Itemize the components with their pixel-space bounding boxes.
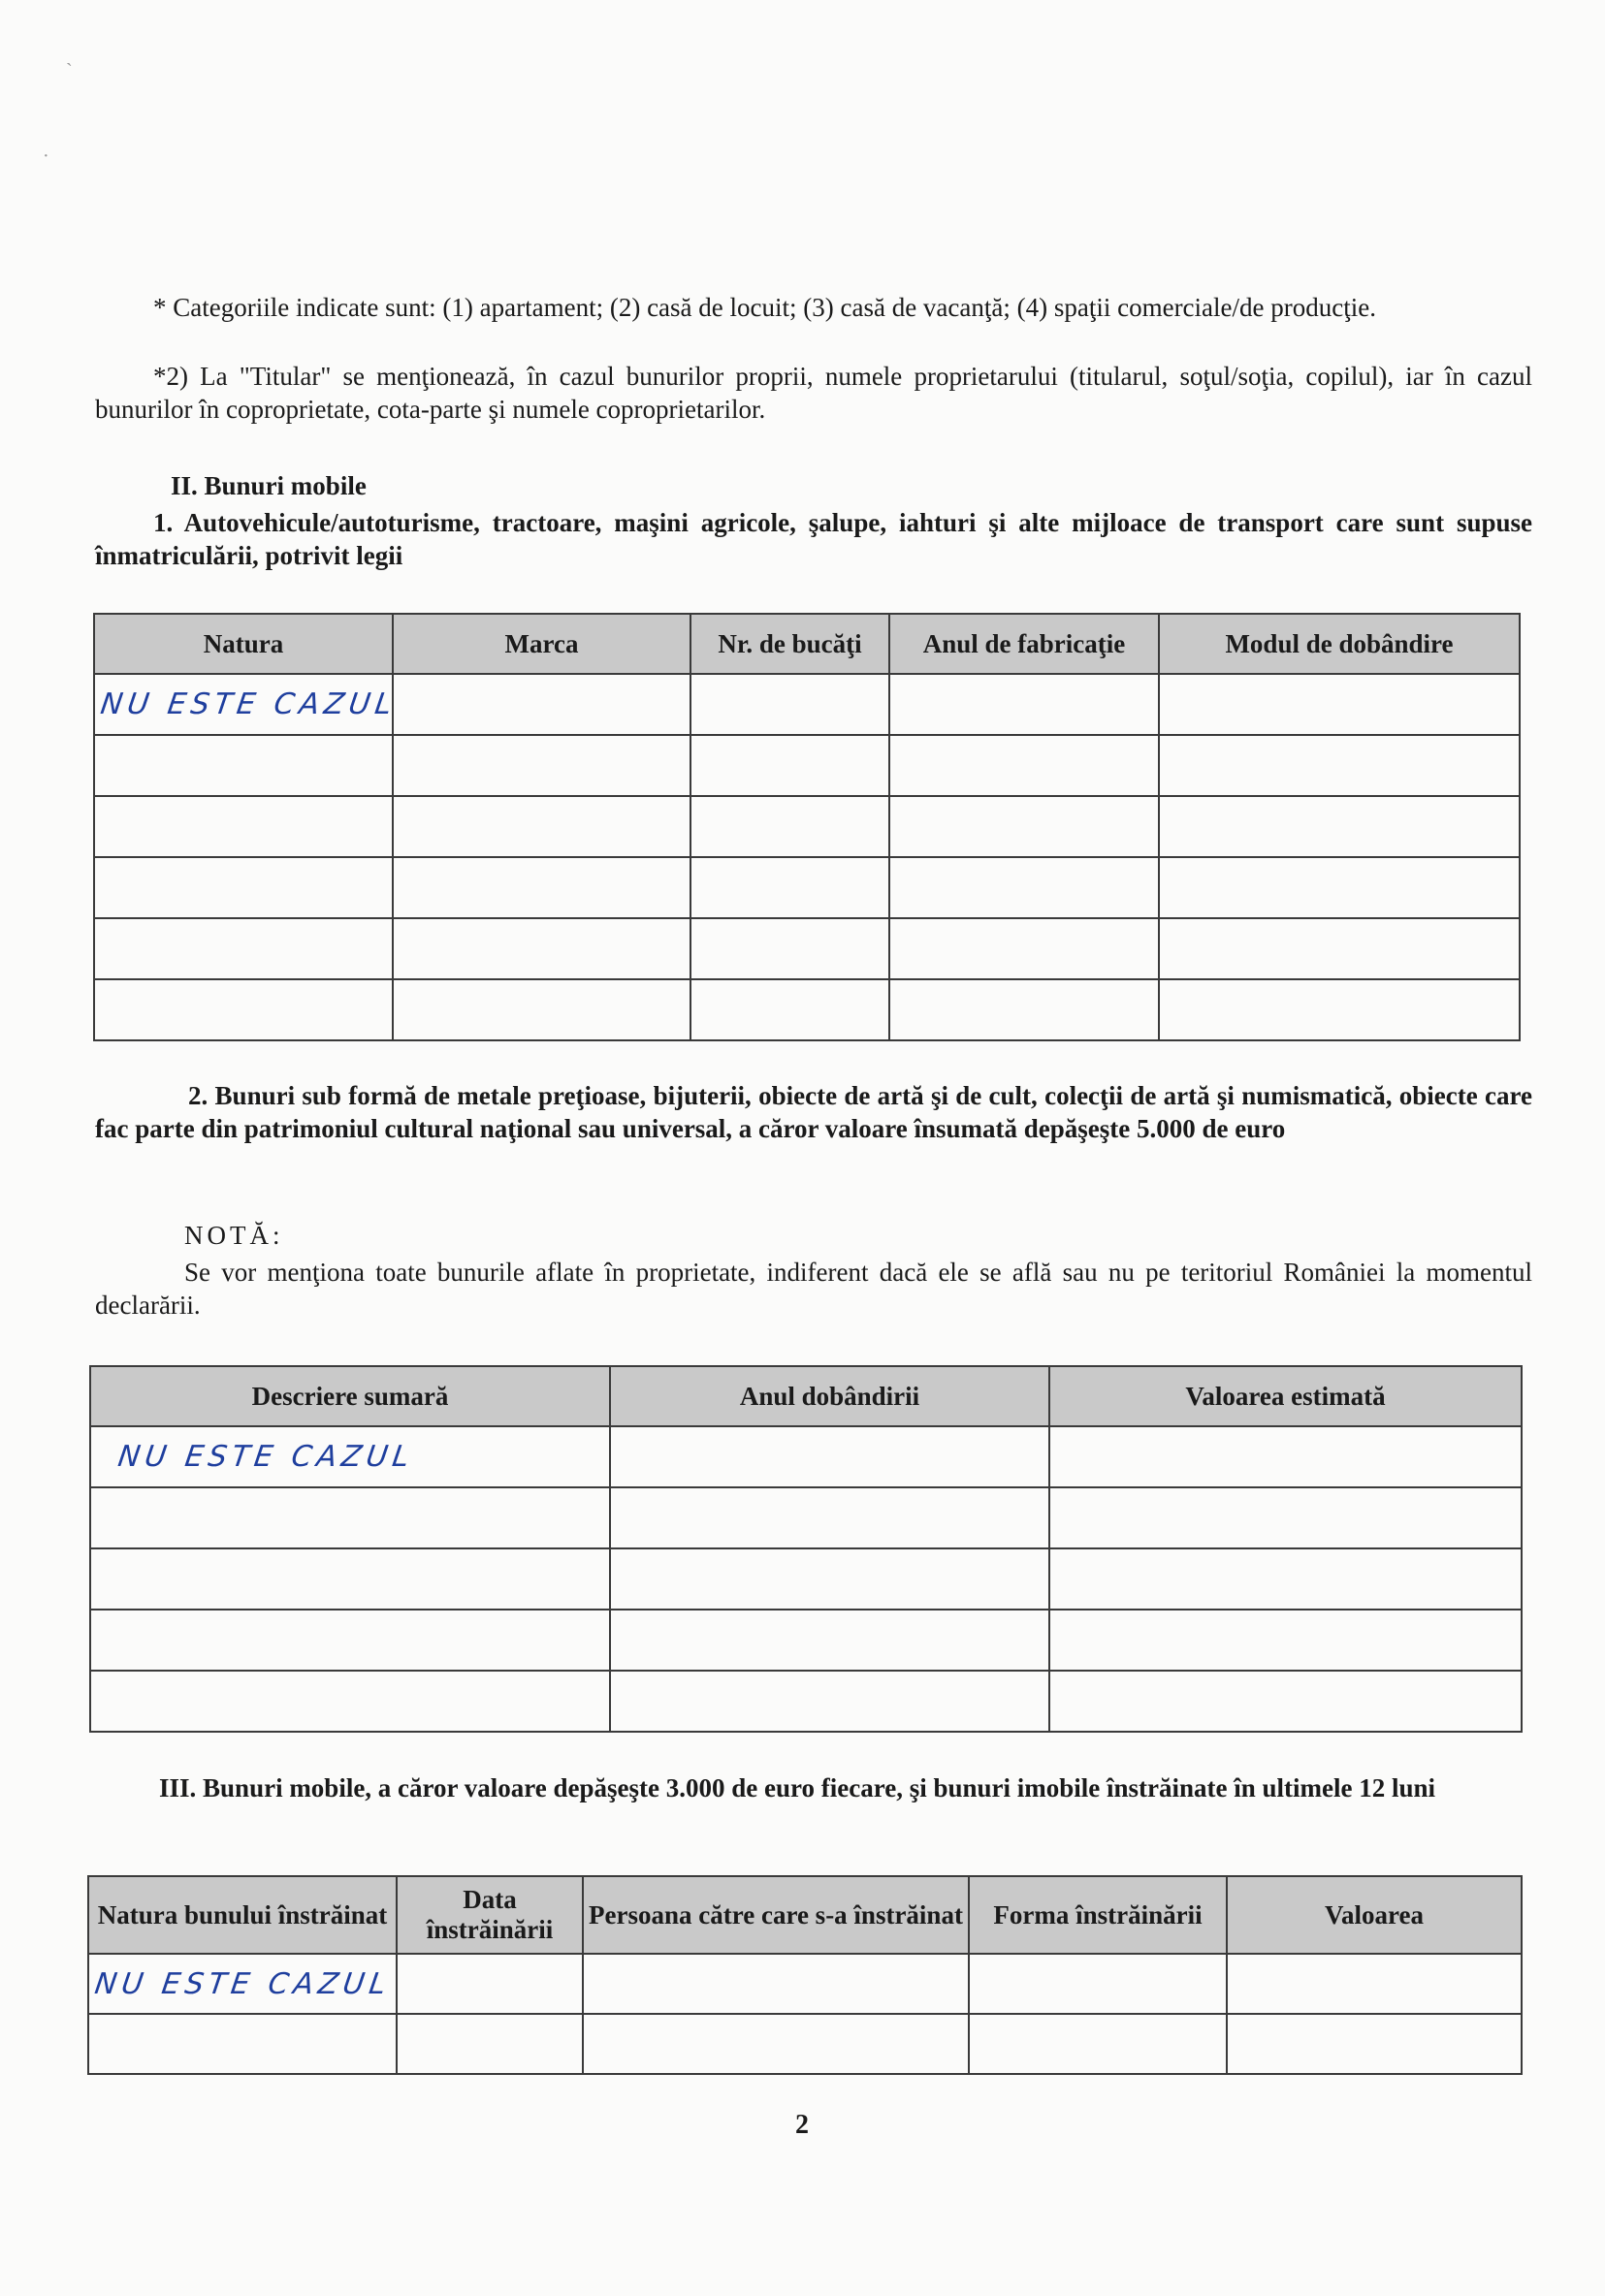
col-header-valoare-estimata: Valoarea estimată	[1049, 1366, 1522, 1426]
table-cell[interactable]	[610, 1548, 1049, 1610]
table-cell[interactable]	[969, 1954, 1227, 2014]
col-header-marca: Marca	[393, 614, 690, 674]
table-cell[interactable]	[94, 674, 399, 735]
table-cell[interactable]	[1049, 1548, 1522, 1610]
table-cell[interactable]	[889, 796, 1159, 857]
table-cell[interactable]	[1049, 1487, 1522, 1548]
table-cell[interactable]	[1159, 918, 1520, 979]
table-bunuri-instrainate	[87, 1875, 1523, 2075]
table-cell[interactable]	[690, 735, 889, 796]
table-cell[interactable]	[1159, 796, 1520, 857]
table-cell[interactable]	[393, 979, 690, 1040]
table-row	[90, 1548, 1522, 1610]
table-cell[interactable]	[610, 1610, 1049, 1671]
table-cell[interactable]	[393, 857, 690, 918]
table-bunuri-pretioase	[89, 1365, 1523, 1733]
table-cell[interactable]	[88, 1954, 397, 2014]
table-cell[interactable]	[1159, 674, 1520, 735]
table-row	[94, 674, 1520, 735]
table-cell[interactable]	[1227, 1954, 1522, 2014]
table-cell[interactable]	[90, 1548, 610, 1610]
table-cell[interactable]	[1049, 1671, 1522, 1732]
col-header-an-dobandire: Anul dobândirii	[610, 1366, 1049, 1426]
handwritten-note: NU ESTE CAZUL	[92, 1966, 393, 2001]
table-row	[94, 918, 1520, 979]
table-cell[interactable]	[1159, 979, 1520, 1040]
section-2-title: II. Bunuri mobile	[171, 471, 367, 500]
table-cell[interactable]	[1227, 2014, 1522, 2074]
col-header-data-instrainarii: Data înstrăinării	[397, 1876, 583, 1954]
table-cell[interactable]	[690, 857, 889, 918]
handwritten-note: NU ESTE CAZUL	[115, 1440, 416, 1474]
table-cell[interactable]	[889, 918, 1159, 979]
col-header-natura-bunului: Natura bunului înstrăinat	[88, 1876, 397, 1954]
table-row	[94, 735, 1520, 796]
table-cell[interactable]	[94, 979, 393, 1040]
col-header-mod-dobandire: Modul de dobândire	[1159, 614, 1520, 674]
table-cell[interactable]	[393, 796, 690, 857]
table-cell[interactable]	[583, 1954, 969, 2014]
table-cell[interactable]	[397, 2014, 583, 2074]
table-cell[interactable]	[393, 674, 690, 735]
table-cell[interactable]	[94, 857, 393, 918]
table-cell[interactable]	[610, 1671, 1049, 1732]
table-cell[interactable]	[889, 735, 1159, 796]
table-cell[interactable]	[610, 1426, 1049, 1487]
table-row	[94, 979, 1520, 1040]
table-cell[interactable]	[1159, 735, 1520, 796]
table-cell[interactable]	[889, 979, 1159, 1040]
table-cell[interactable]	[610, 1487, 1049, 1548]
table-row	[94, 857, 1520, 918]
footnote-categorii: * Categoriile indicate sunt: (1) apartament; (2) casă de locuit; (3) casă de vacanţă; (4) spaţii comerciale/de producţie.	[153, 293, 1376, 322]
table-row	[88, 2014, 1522, 2074]
table-cell[interactable]	[397, 1954, 583, 2014]
table-row	[88, 1954, 1522, 2014]
section-2-sub1: 1. Autovehicule/autoturisme, tractoare, maşini agricole, şalupe, iahturi şi alte mijloace de transport care sunt supuse înmatriculării, potrivit legii	[95, 508, 1532, 570]
table-cell[interactable]	[94, 796, 393, 857]
nota-label: NOTĂ:	[184, 1221, 284, 1250]
table-cell[interactable]	[94, 918, 393, 979]
col-header-descriere: Descriere sumară	[90, 1366, 610, 1426]
table-cell[interactable]	[690, 979, 889, 1040]
table-cell[interactable]	[583, 2014, 969, 2074]
footnote-titular: *2) La "Titular" se menţionează, în cazul bunurilor proprii, numele proprietarului (titularul, soţul/soţia, copilul), iar în cazul bunurilor în coproprietate, cota-parte şi numele coproprietarilor.	[95, 362, 1532, 424]
scan-mark: ˋ	[66, 60, 73, 81]
table-cell[interactable]	[90, 1487, 610, 1548]
table-row	[90, 1487, 1522, 1548]
col-header-persoana: Persoana către care s-a înstrăinat	[583, 1876, 969, 1954]
section-3-title: III. Bunuri mobile, a căror valoare depăşeşte 3.000 de euro fiecare, şi bunuri imobile înstrăinate în ultimele 12 luni	[159, 1773, 1436, 1802]
table-cell[interactable]	[90, 1671, 610, 1732]
table-cell[interactable]	[690, 918, 889, 979]
table-cell[interactable]	[969, 2014, 1227, 2074]
table-cell[interactable]	[1049, 1426, 1522, 1487]
page-number: 2	[795, 2110, 809, 2140]
nota-text: Se vor menţiona toate bunurile aflate în proprietate, indiferent dacă ele se află sau nu pe teritoriul României la momentul declarării.	[95, 1258, 1532, 1320]
table-cell[interactable]	[393, 735, 690, 796]
table-autovehicule	[93, 613, 1521, 1041]
table-row	[94, 796, 1520, 857]
table-cell[interactable]	[889, 674, 1159, 735]
col-header-an-fabricatie: Anul de fabricaţie	[889, 614, 1159, 674]
col-header-forma-instrainarii: Forma înstrăinării	[969, 1876, 1227, 1954]
handwritten-note: NU ESTE CAZUL	[98, 687, 399, 721]
table-row	[90, 1426, 1522, 1487]
col-header-natura: Natura	[94, 614, 393, 674]
table-cell[interactable]	[690, 796, 889, 857]
table-cell[interactable]	[90, 1610, 610, 1671]
scan-mark: ·	[43, 145, 49, 167]
table-cell[interactable]	[889, 857, 1159, 918]
table-row	[90, 1610, 1522, 1671]
col-header-valoarea: Valoarea	[1227, 1876, 1522, 1954]
table-cell[interactable]	[94, 735, 393, 796]
section-2-sub2: 2. Bunuri sub formă de metale preţioase, bijuterii, obiecte de artă şi de cult, colecţii de artă şi numismatică, obiecte care fac parte din patrimoniul cultural naţional sau universal, a căror valoare însumată depăşeşte 5.000 de euro	[95, 1081, 1532, 1143]
table-cell[interactable]	[1049, 1610, 1522, 1671]
table-cell[interactable]	[90, 1426, 610, 1487]
table-cell[interactable]	[690, 674, 889, 735]
col-header-nr-bucati: Nr. de bucăţi	[690, 614, 889, 674]
table-row	[90, 1671, 1522, 1732]
table-cell[interactable]	[393, 918, 690, 979]
table-cell[interactable]	[1159, 857, 1520, 918]
table-cell[interactable]	[88, 2014, 397, 2074]
